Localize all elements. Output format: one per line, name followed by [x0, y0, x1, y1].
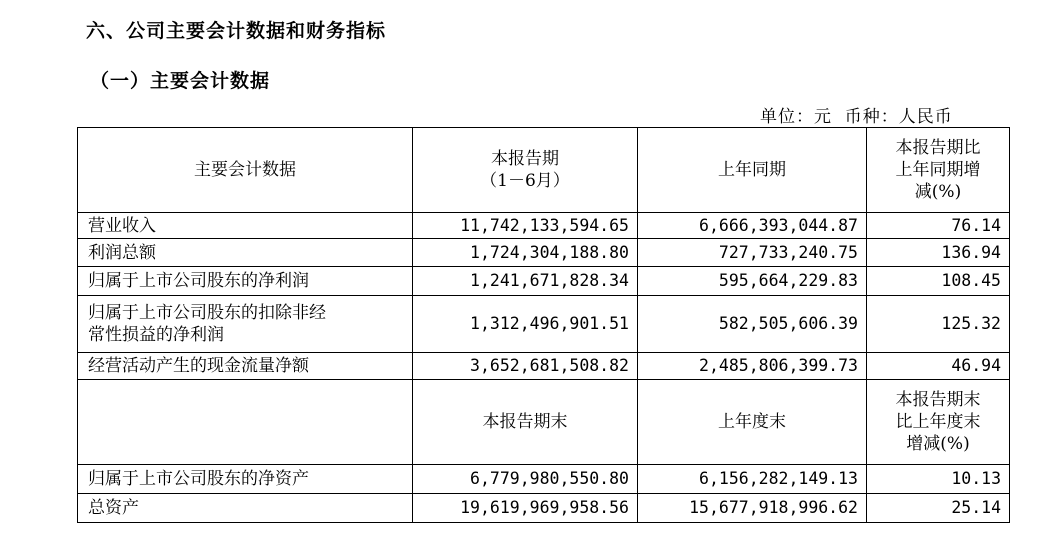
- accounting-data-table: [77, 127, 1010, 523]
- table-row: [78, 353, 1010, 380]
- prior-value: 727,733,240.75: [638, 239, 867, 267]
- prior-value: 582,505,606.39: [638, 296, 867, 353]
- current-value: 19,619,969,958.56: [413, 494, 638, 523]
- prior-value: 6,156,282,149.13: [638, 465, 867, 494]
- row-label: 归属于上市公司股东的扣除非经 常性损益的净利润: [78, 296, 413, 353]
- row-label: 总资产: [78, 494, 413, 523]
- table-header-row: [78, 380, 1010, 465]
- change-value: 76.14: [867, 213, 1010, 239]
- table-row: [78, 494, 1010, 523]
- current-value: 1,312,496,901.51: [413, 296, 638, 353]
- prior-value: 15,677,918,996.62: [638, 494, 867, 523]
- header-blank: [78, 380, 413, 465]
- current-value: 1,241,671,828.34: [413, 267, 638, 296]
- header-period-end: 本报告期末: [413, 380, 638, 465]
- header-current-period: 本报告期 （1－6月）: [413, 128, 638, 213]
- table-header-row: [78, 128, 1010, 213]
- row-label: 归属于上市公司股东的净利润: [78, 267, 413, 296]
- row-label: 经营活动产生的现金流量净额: [78, 353, 413, 380]
- header-main-data: 主要会计数据: [78, 128, 413, 213]
- prior-value: 6,666,393,044.87: [638, 213, 867, 239]
- change-value: 10.13: [867, 465, 1010, 494]
- table-row: [78, 465, 1010, 494]
- prior-value: 595,664,229.83: [638, 267, 867, 296]
- row-label: 归属于上市公司股东的净资产: [78, 465, 413, 494]
- row-label: 利润总额: [78, 239, 413, 267]
- change-value: 108.45: [867, 267, 1010, 296]
- change-value: 125.32: [867, 296, 1010, 353]
- change-value: 136.94: [867, 239, 1010, 267]
- section-title: 六、公司主要会计数据和财务指标: [86, 20, 387, 42]
- change-value: 46.94: [867, 353, 1010, 380]
- table-row: [78, 267, 1010, 296]
- unit-currency-note: 单位：元 币种：人民币: [760, 107, 953, 127]
- header-change-percent: 本报告期比 上年同期增 减(%): [867, 128, 1010, 213]
- prior-value: 2,485,806,399.73: [638, 353, 867, 380]
- header-change-percent: 本报告期末 比上年度末 增减(%): [867, 380, 1010, 465]
- current-value: 6,779,980,550.80: [413, 465, 638, 494]
- current-value: 1,724,304,188.80: [413, 239, 638, 267]
- table-row: [78, 296, 1010, 353]
- header-prior-period: 上年同期: [638, 128, 867, 213]
- table-row: [78, 239, 1010, 267]
- subsection-title: （一）主要会计数据: [90, 70, 271, 92]
- table-row: [78, 213, 1010, 239]
- header-prior-year-end: 上年度末: [638, 380, 867, 465]
- current-value: 11,742,133,594.65: [413, 213, 638, 239]
- change-value: 25.14: [867, 494, 1010, 523]
- current-value: 3,652,681,508.82: [413, 353, 638, 380]
- row-label: 营业收入: [78, 213, 413, 239]
